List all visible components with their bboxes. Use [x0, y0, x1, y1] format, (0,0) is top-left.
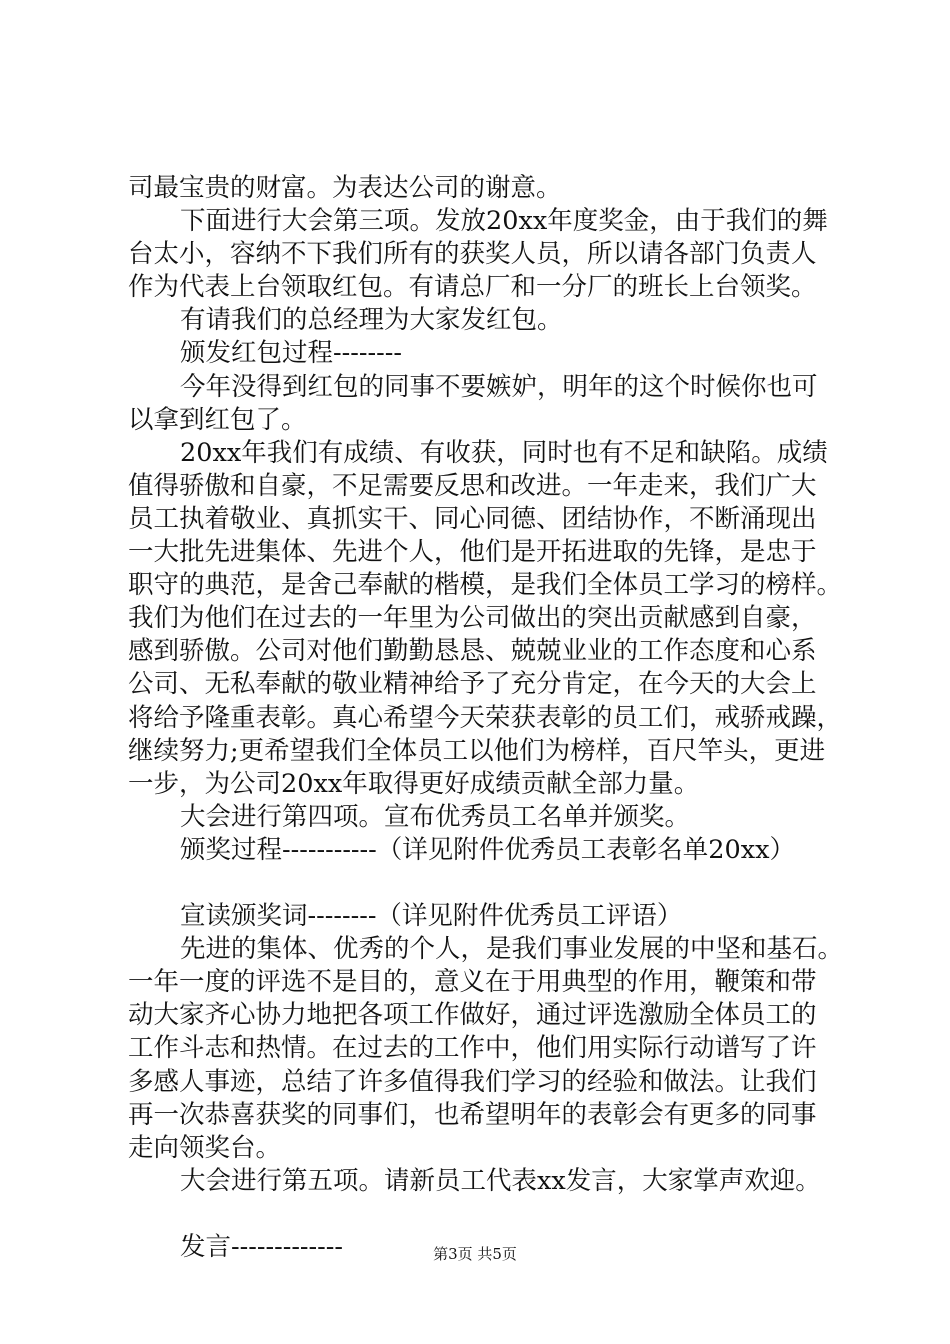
text-line: 再一次恭喜获奖的同事们，也希望明年的表彰会有更多的同事	[128, 1099, 817, 1130]
text-line: 作为代表上台领取红包。有请总厂和一分厂的班长上台领奖。	[128, 272, 817, 303]
text-line: 一步，为公司20xx年取得更好成绩贡献全部力量。	[128, 768, 700, 799]
text-line: 走向领奖台。	[128, 1132, 282, 1163]
document-body	[128, 172, 848, 1264]
text-line: 以拿到红包了。	[128, 404, 307, 435]
text-line: 宣读颁奖词--------（详见附件优秀员工评语）	[180, 901, 683, 932]
text-line: 颁奖过程-----------（详见附件优秀员工表彰名单20xx）	[180, 834, 795, 865]
blank-line	[128, 867, 848, 900]
text-line: 今年没得到红包的同事不要嫉妒，明年的这个时候你也可	[180, 371, 818, 402]
text-line: 大会进行第五项。请新员工代表xx发言，大家掌声欢迎。	[180, 1165, 821, 1196]
text-line: 动大家齐心协力地把各项工作做好，通过评选激励全体员工的	[128, 1000, 817, 1031]
text-line: 值得骄傲和自豪，不足需要反思和改进。一年走来，我们广大	[128, 470, 817, 501]
text-line: 20xx年我们有成绩、有收获，同时也有不足和缺陷。成绩	[180, 437, 828, 468]
blank-line	[128, 1198, 848, 1231]
text-line: 我们为他们在过去的一年里为公司做出的突出贡献感到自豪，	[128, 603, 817, 634]
text-line: 职守的典范，是舍己奉献的楷模，是我们全体员工学习的榜样。	[128, 570, 843, 601]
text-line: 公司、无私奉献的敬业精神给予了充分肯定，在今天的大会上	[128, 669, 817, 700]
text-line: 一大批先进集体、先进个人，他们是开拓进取的先锋，是忠于	[128, 537, 817, 568]
text-line: 感到骄傲。公司对他们勤勤恳恳、兢兢业业的工作态度和心系	[128, 636, 817, 667]
text-line: 工作斗志和热情。在过去的工作中，他们用实际行动谱写了许	[128, 1033, 817, 1064]
text-line: 下面进行大会第三项。发放20xx年度奖金，由于我们的舞	[180, 206, 828, 237]
text-line: 台太小，容纳不下我们所有的获奖人员，所以请各部门负责人	[128, 239, 817, 270]
text-line: 有请我们的总经理为大家发红包。	[180, 305, 563, 336]
text-line: 司最宝贵的财富。为表达公司的谢意。	[128, 173, 562, 203]
text-line: 发言-------------	[180, 1232, 344, 1262]
text-line: 继续努力;更希望我们全体员工以他们为榜样，百尺竿头，更进	[128, 735, 826, 766]
text-line: 员工执着敬业、真抓实干、同心同德、团结协作，不断涌现出	[128, 503, 817, 534]
text-line: 大会进行第四项。宣布优秀员工名单并颁奖。	[180, 801, 691, 832]
text-line: 先进的集体、优秀的个人，是我们事业发展的中坚和基石。	[180, 934, 844, 965]
text-line: 颁发红包过程--------	[180, 338, 402, 369]
page-number-footer: 第3页 共5页	[433, 1245, 517, 1263]
text-line: 一年一度的评选不是目的，意义在于用典型的作用，鞭策和带	[128, 967, 817, 998]
text-line: 多感人事迹，总结了许多值得我们学习的经验和做法。让我们	[128, 1066, 817, 1097]
text-line: 将给予隆重表彰。真心希望今天荣获表彰的员工们，戒骄戒躁，	[128, 702, 843, 733]
